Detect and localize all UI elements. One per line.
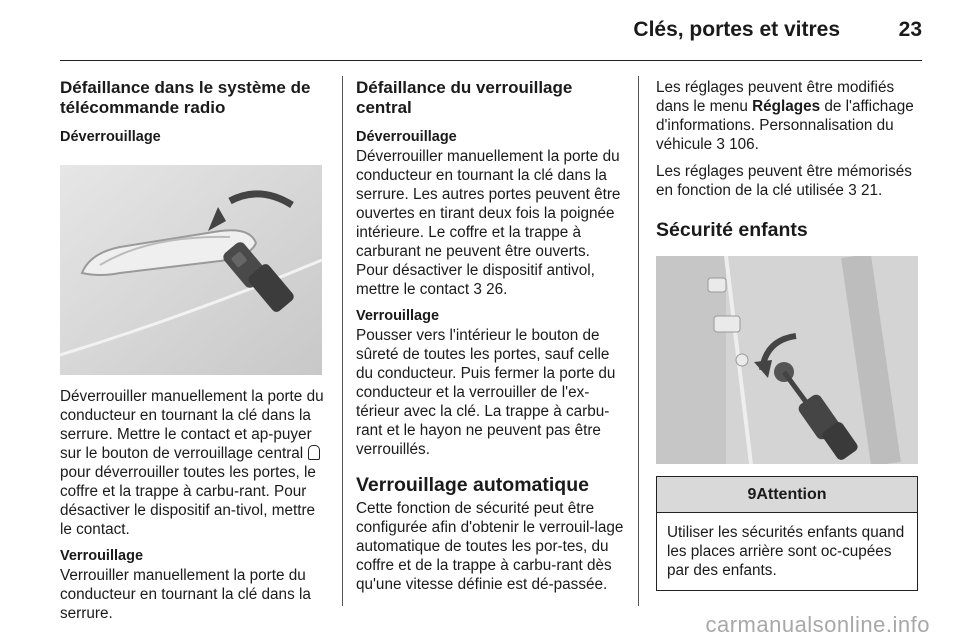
section-heading: Défaillance dans le système de télécommande radio xyxy=(60,78,311,117)
attention-text: Utiliser les sécurités enfants quand les places arrière sont oc-cupées par des enfants. xyxy=(667,524,905,579)
column-middle xyxy=(356,78,624,602)
warning-icon: 9 xyxy=(747,486,757,503)
column-divider xyxy=(342,76,343,606)
attention-header: 9Attention xyxy=(657,477,917,513)
paragraph-central-lock: Pousser vers l'intérieur le bouton de sûreté de toutes les portes, sauf celle du conducteur. Puis fermer la porte du conducteur et la verrouiller de l'ex-térieur avec la clé. La trappe à carbu-rant et le hayon ne peuvent pas être verrouillés. xyxy=(356,327,616,458)
subheading-locking: Verrouillage xyxy=(60,548,144,564)
column-right xyxy=(656,78,924,591)
paragraph-lock-manual: Verrouiller manuellement la porte du conducteur en tournant la clé dans la serrure. xyxy=(60,567,311,622)
door-handle-key-illustration xyxy=(60,165,322,375)
page-reference-icon: 3 xyxy=(848,182,857,199)
attention-box xyxy=(656,476,918,591)
page-reference-icon: 3 xyxy=(473,281,482,298)
section-heading: Défaillance du verrouillage central xyxy=(356,78,573,117)
paragraph-central-unlock: Déverrouiller manuellement la porte du conducteur en tournant la clé dans la serrure. Les autres portes peuvent être ouvertes en tirant deux fois la poignée intérieure. Le coffre et la trappe à carburant ne peuvent être ouverts. Pour désactiver le dispositif antivol, mettre le contact 3 26. xyxy=(356,148,621,298)
subheading-unlocking: Déverrouillage xyxy=(356,129,457,145)
page-number: 23 xyxy=(898,18,922,41)
page-header-title: Clés, portes et vitres xyxy=(633,18,840,41)
paragraph-settings: Les réglages peuvent être modifiés dans le menu Réglages de l'affichage d'informations. Personnalisation du véhicule 3 106. xyxy=(656,79,914,153)
central-lock-icon xyxy=(308,445,320,460)
child-lock-illustration xyxy=(656,256,918,464)
watermark: carmanualsonline.info xyxy=(705,612,930,637)
section-heading-child-safety: Sécurité enfants xyxy=(656,219,808,241)
page-reference-icon: 3 xyxy=(716,136,725,153)
paragraph-unlock-manual: Déverrouiller manuellement la porte du conducteur en tournant la clé dans la serrure. Mettre le contact et ap-puyer sur le bouton de verrouillage central pour déverrouiller toutes les portes, le coffre et la trappe à carbu-rant. Pour désactiver le dispositif an-tivol, mettre le contact. xyxy=(60,388,324,538)
paragraph-auto-lock: Cette fonction de sécurité peut être configurée afin d'obtenir le verrouil-lage automatique de toutes les por-tes, du coffre et de la trappe à carbu-rant dès qu'une vitesse définie est dé-passée. xyxy=(356,500,624,593)
section-heading-auto-lock: Verrouillage automatique xyxy=(356,474,589,496)
paragraph-key-memory: Les réglages peuvent être mémorisés en fonction de la clé utilisée 3 21. xyxy=(656,163,912,199)
subheading-locking: Verrouillage xyxy=(356,308,440,324)
header-rule xyxy=(60,60,922,61)
column-left xyxy=(60,78,326,631)
settings-menu-name: Réglages xyxy=(752,98,821,115)
column-divider xyxy=(638,76,639,606)
subheading-unlocking: Déverrouillage xyxy=(60,129,161,145)
